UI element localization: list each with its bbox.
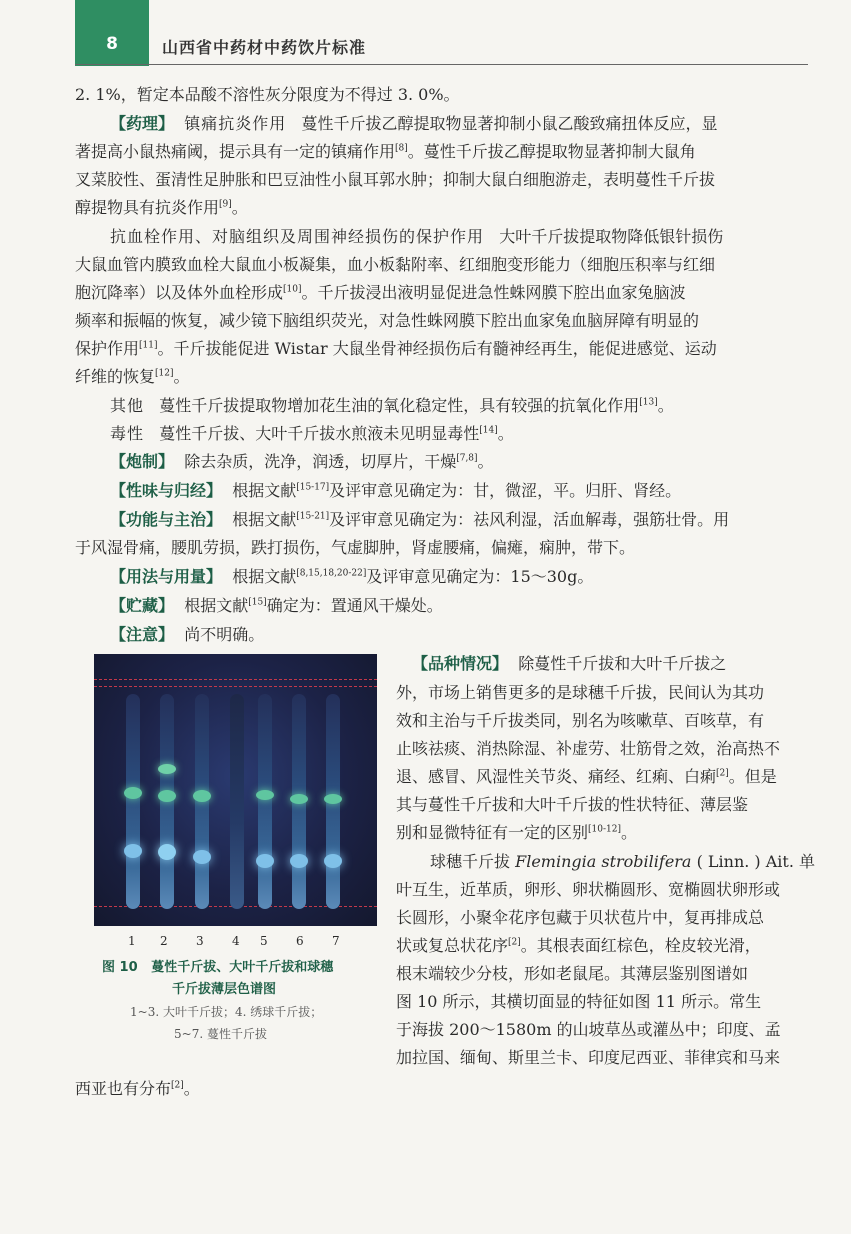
text-line: 叉菜胶性、蛋清性足肿胀和巴豆油性小鼠耳郭水肿；抑制大鼠白细胞游走，表明蔓性千斤拔 [75,170,716,189]
text-line: 著提高小鼠热痛阈，提示具有一定的镇痛作用[8]。蔓性千斤拔乙醇提取物显著抑制大鼠角 [75,142,696,161]
spot [124,787,142,799]
header-rule [75,64,808,65]
figure-caption-line1: 图 10 蔓性千斤拔、大叶千斤拔和球穗 [102,960,334,975]
section-label-varieties: 【品种情况】 [412,654,509,673]
section-label-processing: 【炮制】 [110,452,175,471]
subsection-antithrombotic: 抗血栓作用、对脑组织及周围神经损伤的保护作用 [110,227,485,246]
figure-caption-line2: 千斤拔薄层色谱图 [172,982,277,997]
text-line: 纤维的恢复[12]。 [75,367,190,386]
note-line: 【注意】 尚不明确。 [110,625,265,644]
section-label-taste: 【性味与归经】 [110,481,223,500]
text-line: 于风湿骨痛，腰肌劳损，跌打损伤，气虚脚肿，肾虚腰痛，偏瘫，痫肿，带下。 [75,538,636,557]
spot [158,844,176,860]
lane-1 [126,694,140,909]
tlc-chromatogram-image [94,654,377,926]
section-label-usage: 【用法与用量】 [110,567,223,586]
spot [256,790,274,800]
text-line: 效和主治与千斤拔类同，别名为咳嗽草、百咳草，有 [396,711,765,730]
text-line: 其与蔓性千斤拔和大叶千斤拔的性状特征、薄层鉴 [396,795,749,814]
section-label-pharmacology: 【药理】 [110,114,175,133]
text-line: 长圆形，小聚伞花序包藏于贝状苞片中，复再排成总 [396,908,765,927]
latin-name: Flemingia strobilifera [515,852,692,871]
text-line: 醇提物具有抗炎作用[9]。 [75,198,248,217]
spot [256,854,274,868]
text-line: 胞沉降率）以及体外血栓形成[10]。千斤拔浸出液明显促进急性蛛网膜下腔出血家兔脑波 [75,283,686,302]
spot [290,854,308,868]
section-label-function: 【功能与主治】 [110,510,223,529]
lane-5 [258,694,272,909]
text-line: 西亚也有分布[2]。 [75,1079,200,1098]
spot [324,794,342,804]
text-line: 加拉国、缅甸、斯里兰卡、印度尼西亚、菲律宾和马来 [396,1048,781,1067]
function-line: 【功能与主治】 根据文献[15-21]及评审意见确定为：祛风利湿，活血解毒，强筋壮骨。用 [110,510,730,529]
text-line: 其他 蔓性千斤拔提取物增加花生油的氧化稳定性，具有较强的抗氧化作用[13]。 [110,396,674,415]
species-line: 球穗千斤拔 Flemingia strobilifera ( Linn. ) Ait. 单 [430,852,816,871]
varieties-line: 【品种情况】 除蔓性千斤拔和大叶千斤拔之 [412,654,727,673]
text-line: 止咳祛痰、消热除湿、补虚劳、壮筋骨之效，治高热不 [396,739,781,758]
text-span: 蔓性千斤拔乙醇提取物显著抑制小鼠乙酸致痛扭体反应，显 [301,114,718,133]
usage-line: 【用法与用量】 根据文献[8,15,18,20-22]及评审意见确定为：15～30g。 [110,567,594,586]
subsection-analgesic: 镇痛抗炎作用 [184,114,287,133]
text-line: 抗血栓作用、对脑组织及周围神经损伤的保护作用 大叶千斤拔提取物降低银针损伤 [110,227,724,246]
page-number-tab [75,0,149,66]
section-label-storage: 【贮藏】 [110,596,175,615]
text-line: 根末端较少分枝，形如老鼠尾。其薄层鉴别图谱如 [396,964,749,983]
page-header [0,0,851,66]
text-line: 退、感冒、风湿性关节炎、痛经、红痢、白痢[2]。但是 [396,767,777,786]
taste-line: 【性味与归经】 根据文献[15-17]及评审意见确定为：甘，微涩，平。归肝、肾经。 [110,481,682,500]
text-line: 保护作用[11]。千斤拔能促进 Wistar 大鼠坐骨神经损伤后有髓神经再生，能促进感觉、运动 [75,339,717,358]
text-line: 别和显微特征有一定的区别[10-12]。 [396,823,637,842]
figure-note-1: 1~3. 大叶千斤拔；4. 绣球千斤拔； [130,1005,323,1019]
text-line: 叶互生，近革质，卵形、卵状椭圆形、宽椭圆状卵形或 [396,880,781,899]
storage-line: 【贮藏】 根据文献[15]确定为：置通风干燥处。 [110,596,443,615]
section-label-note: 【注意】 [110,625,175,644]
text-line: 外，市场上销售更多的是球穗千斤拔，民间认为其功 [396,683,765,702]
spot [290,794,308,804]
subsection-other: 其他 [110,396,145,415]
text-line: 大鼠血管内膜致血栓大鼠血小板凝集，血小板黏附率、红细胞变形能力（细胞压积率与红细 [75,255,716,274]
text-line: 状或复总状花序[2]。其根表面红棕色，栓皮较光滑， [396,936,761,955]
subsection-toxicity: 毒性 [110,424,145,443]
spot [324,854,342,868]
pharmacology-line [110,113,717,135]
figure-note-2: 5~7. 蔓性千斤拔 [174,1027,267,1041]
text-line: 2. 1%，暂定本品酸不溶性灰分限度为不得过 3. 0%。 [75,85,460,104]
spot [158,764,176,774]
text-line: 图 10 所示，其横切面显的特征如图 11 所示。常生 [396,992,762,1011]
spot [193,790,211,802]
lane-4 [230,694,244,909]
spot [193,850,211,864]
text-line: 频率和振幅的恢复，减少镜下脑组织荧光，对急性蛛网膜下腔出血家兔血脑屏障有明显的 [75,311,700,330]
processing-line: 【炮制】 除去杂质，洗净，润透，切厚片，干燥[7,8]。 [110,452,494,471]
text-line: 毒性 蔓性千斤拔、大叶千斤拔水煎液未见明显毒性[14]。 [110,424,514,443]
solvent-front-line-2 [94,686,377,687]
text-line: 于海拔 200～1580m 的山坡草丛或灌丛中；印度、孟 [396,1020,781,1039]
page-number: 8 [106,34,118,54]
solvent-front-line [94,679,377,680]
spot [158,790,176,802]
book-title: 山西省中药材中药饮片标准 [162,38,367,57]
spot [124,844,142,858]
